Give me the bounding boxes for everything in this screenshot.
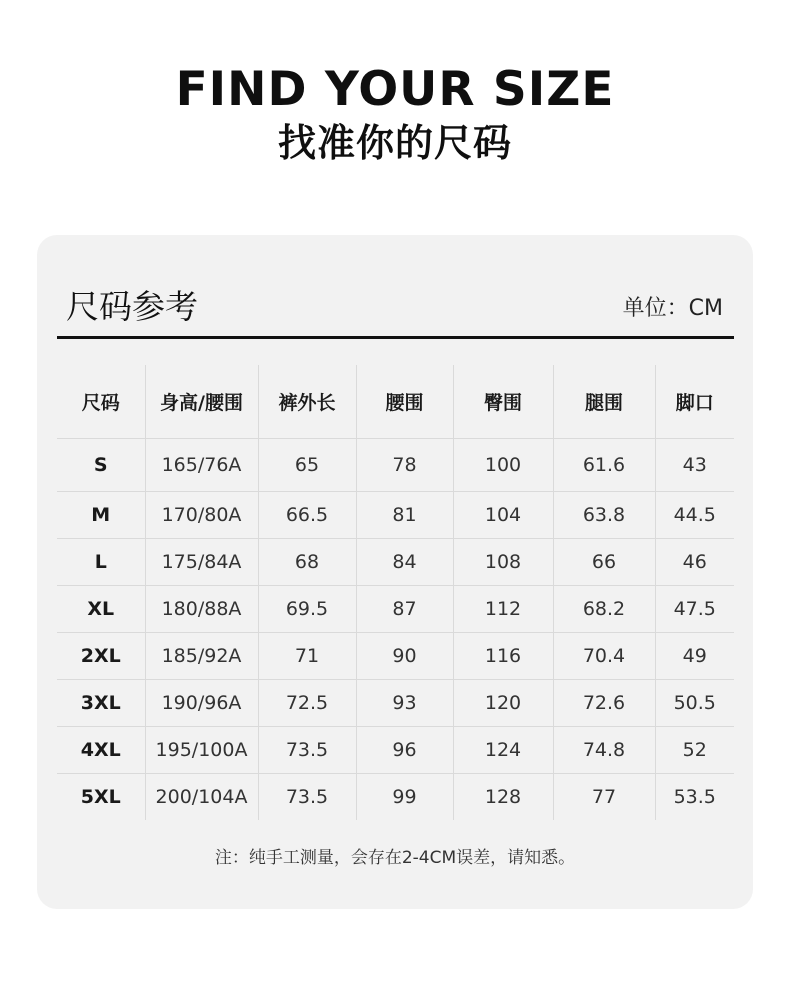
table-cell: 96 <box>356 727 453 774</box>
table-cell: 47.5 <box>655 586 734 633</box>
table-cell: 46 <box>655 539 734 586</box>
table-cell: 128 <box>453 774 553 821</box>
table-cell: 81 <box>356 492 453 539</box>
table-cell: 49 <box>655 633 734 680</box>
table-cell: 116 <box>453 633 553 680</box>
table-row <box>57 492 734 539</box>
table-cell: 73.5 <box>258 727 356 774</box>
column-header: 裤外长 <box>258 365 356 439</box>
table-cell: 50.5 <box>655 680 734 727</box>
column-header: 臀围 <box>453 365 553 439</box>
table-cell: 70.4 <box>553 633 655 680</box>
measurement-note: 注：纯手工测量，会存在2-4CM误差，请知悉。 <box>214 848 576 868</box>
table-cell: 66.5 <box>258 492 356 539</box>
table-cell: 68.2 <box>553 586 655 633</box>
size-cell: 3XL <box>57 680 145 727</box>
table-cell: 120 <box>453 680 553 727</box>
size-cell: 5XL <box>57 774 145 821</box>
size-cell: 2XL <box>57 633 145 680</box>
table-cell: 66 <box>553 539 655 586</box>
table-row <box>57 727 734 774</box>
page-title: FIND YOUR SIZE <box>175 62 615 117</box>
table-cell: 63.8 <box>553 492 655 539</box>
page-subtitle: 找准你的尺码 <box>277 121 512 165</box>
table-cell: 180/88A <box>145 586 258 633</box>
table-cell: 61.6 <box>553 439 655 492</box>
table-cell: 53.5 <box>655 774 734 821</box>
size-cell: M <box>57 492 145 539</box>
table-cell: 190/96A <box>145 680 258 727</box>
column-header: 腿围 <box>553 365 655 439</box>
table-cell: 90 <box>356 633 453 680</box>
size-table <box>57 365 734 820</box>
table-cell: 99 <box>356 774 453 821</box>
table-row <box>57 539 734 586</box>
table-cell: 124 <box>453 727 553 774</box>
table-cell: 108 <box>453 539 553 586</box>
size-cell: XL <box>57 586 145 633</box>
table-cell: 71 <box>258 633 356 680</box>
table-cell: 72.6 <box>553 680 655 727</box>
table-row <box>57 586 734 633</box>
card-title: 尺码参考 <box>66 287 198 326</box>
size-cell: L <box>57 539 145 586</box>
table-cell: 104 <box>453 492 553 539</box>
table-cell: 93 <box>356 680 453 727</box>
table-cell: 170/80A <box>145 492 258 539</box>
column-header: 腰围 <box>356 365 453 439</box>
table-cell: 52 <box>655 727 734 774</box>
column-header: 脚口 <box>655 365 734 439</box>
size-cell: 4XL <box>57 727 145 774</box>
column-header: 尺码 <box>81 392 120 414</box>
table-cell: 74.8 <box>553 727 655 774</box>
column-header: 身高/腰围 <box>145 365 258 439</box>
table-cell: 112 <box>453 586 553 633</box>
table-cell: 185/92A <box>145 633 258 680</box>
table-cell: 175/84A <box>145 539 258 586</box>
table-cell: 87 <box>356 586 453 633</box>
table-cell: 100 <box>453 439 553 492</box>
size-chart-card <box>37 235 753 909</box>
table-cell: 200/104A <box>145 774 258 821</box>
size-cell: S <box>57 439 145 492</box>
table-cell: 72.5 <box>258 680 356 727</box>
table-cell: 84 <box>356 539 453 586</box>
table-row <box>57 633 734 680</box>
table-cell: 43 <box>655 439 734 492</box>
table-cell: 73.5 <box>258 774 356 821</box>
table-cell: 44.5 <box>655 492 734 539</box>
table-cell: 68 <box>258 539 356 586</box>
unit-label: 单位：CM <box>622 296 723 321</box>
table-row <box>57 439 734 492</box>
table-row <box>57 774 734 821</box>
table-row <box>57 680 734 727</box>
table-cell: 165/76A <box>145 439 258 492</box>
table-header-row <box>57 365 734 439</box>
table-cell: 69.5 <box>258 586 356 633</box>
divider <box>57 336 734 339</box>
table-cell: 78 <box>356 439 453 492</box>
table-cell: 195/100A <box>145 727 258 774</box>
table-cell: 65 <box>258 439 356 492</box>
table-cell: 77 <box>553 774 655 821</box>
